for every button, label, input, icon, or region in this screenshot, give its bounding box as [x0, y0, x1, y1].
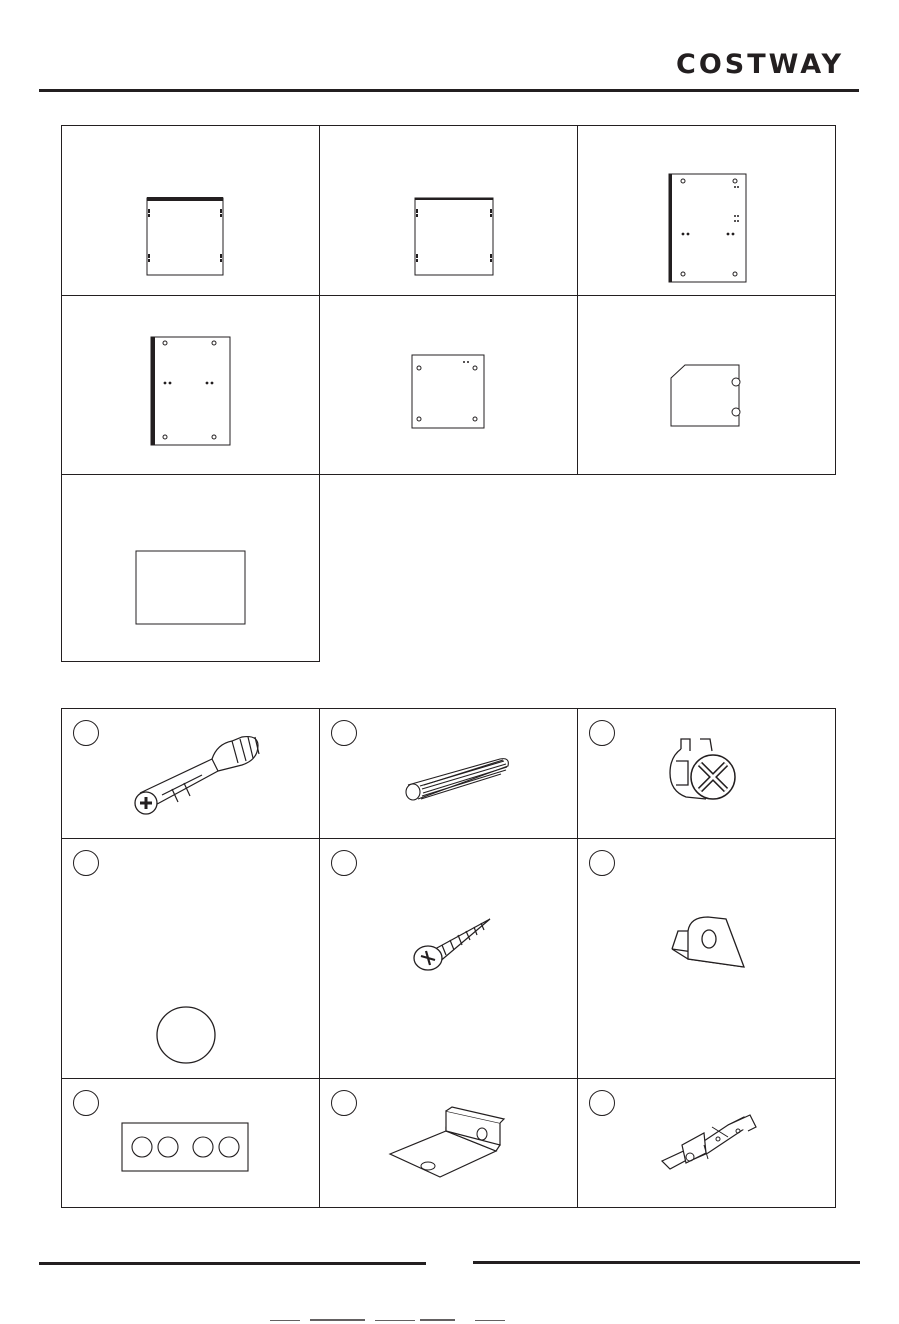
- hardware-cell-9: [577, 1078, 836, 1208]
- panel-cell-6: [577, 295, 836, 475]
- brand-logo: [676, 48, 862, 82]
- hardware-cell-1: [61, 708, 320, 839]
- hardware-cell-5: [319, 838, 578, 1079]
- hardware-cell-6: [577, 838, 836, 1079]
- shelf-support-icon: [578, 839, 837, 1080]
- cam-bolt-icon: [62, 709, 321, 840]
- cam-lock-icon: [578, 709, 837, 840]
- hardware-cell-4: [61, 838, 320, 1079]
- wood-dowel-icon: [320, 709, 579, 840]
- panel-top-edge-drawing: [62, 126, 321, 297]
- scan-artifact: [270, 1318, 520, 1324]
- panel-left-edge-holes-drawing: [578, 126, 837, 297]
- header-rule: [39, 89, 859, 92]
- panel-cell-7: [61, 474, 320, 662]
- brand-name: COSTWAY: [676, 49, 845, 80]
- panel-cell-5: [319, 295, 578, 475]
- l-bracket-icon: [320, 1079, 579, 1209]
- footer-rule-right: [473, 1261, 860, 1264]
- hardware-cell-2: [319, 708, 578, 839]
- cabinet-hinge-icon: [578, 1079, 837, 1209]
- panel-cell-4: [61, 295, 320, 475]
- panel-cell-2: [319, 125, 578, 296]
- wood-screw-icon: [320, 839, 579, 1080]
- panel-left-thick-edge-drawing: [62, 296, 321, 476]
- screw-cap-sticker-icon: [62, 1079, 321, 1209]
- hardware-cell-7: [61, 1078, 320, 1208]
- felt-pad-icon: [62, 839, 321, 1080]
- hardware-cell-8: [319, 1078, 578, 1208]
- hardware-cell-3: [577, 708, 836, 839]
- panel-cell-3: [577, 125, 836, 296]
- panel-clipped-corner-drawing: [578, 296, 837, 476]
- footer-rule-left: [39, 1262, 426, 1265]
- panel-four-holes-drawing: [320, 296, 579, 476]
- panel-plain-drawing: [62, 475, 321, 663]
- panel-top-line-drawing: [320, 126, 579, 297]
- panel-cell-1: [61, 125, 320, 296]
